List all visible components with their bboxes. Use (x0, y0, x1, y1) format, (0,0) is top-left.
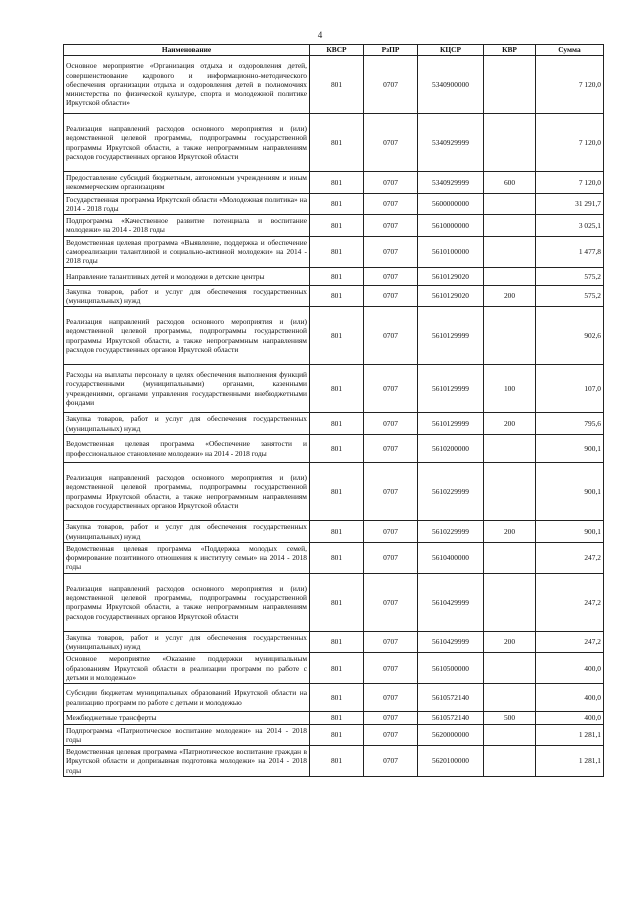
cell-kcsr: 5610229999 (418, 463, 484, 521)
table-row (64, 307, 604, 365)
cell-kvr (484, 653, 536, 684)
cell-rzpr: 0707 (364, 684, 418, 712)
cell-name: Субсидии бюджетам муниципальных образований Иркутской области на реализацию программ по работе с детьми и молодежью (64, 684, 310, 712)
table-row (64, 521, 604, 543)
table-row (64, 746, 604, 777)
cell-name: Государственная программа Иркутской области «Молодежная политика» на 2014 - 2018 годы (64, 193, 310, 215)
cell-kcsr: 5610129999 (418, 307, 484, 365)
cell-kcsr: 5610429999 (418, 573, 484, 631)
cell-sum: 3 025,1 (536, 215, 604, 237)
cell-name: Закупка товаров, работ и услуг для обеспечения государственных (муниципальных) нужд (64, 521, 310, 543)
cell-kvsr: 801 (310, 653, 364, 684)
cell-kcsr: 5620100000 (418, 746, 484, 777)
cell-name: Ведомственная целевая программа «Патриотическое воспитание граждан в Иркутской области и допризывная подготовка молодежи» на 2014 - 2018 годы (64, 746, 310, 777)
cell-kvr: 200 (484, 631, 536, 653)
cell-kcsr: 5610100000 (418, 236, 484, 267)
cell-sum: 400,0 (536, 653, 604, 684)
table-row (64, 631, 604, 653)
cell-kvr (484, 193, 536, 215)
cell-rzpr: 0707 (364, 285, 418, 307)
header-kvr: КВР (484, 45, 536, 56)
header-kcsr: КЦСР (418, 45, 484, 56)
cell-rzpr: 0707 (364, 521, 418, 543)
cell-rzpr: 0707 (364, 365, 418, 413)
cell-rzpr: 0707 (364, 193, 418, 215)
cell-kvr: 200 (484, 413, 536, 435)
cell-kvr (484, 215, 536, 237)
cell-sum: 1 281,1 (536, 746, 604, 777)
cell-kcsr: 5610129999 (418, 365, 484, 413)
cell-kvr (484, 236, 536, 267)
header-kvsr: КВСР (310, 45, 364, 56)
cell-rzpr: 0707 (364, 236, 418, 267)
cell-kvsr: 801 (310, 463, 364, 521)
cell-kcsr: 5610000000 (418, 215, 484, 237)
cell-kvsr: 801 (310, 413, 364, 435)
header-name: Наименование (64, 45, 310, 56)
cell-kvsr: 801 (310, 521, 364, 543)
cell-kvr: 100 (484, 365, 536, 413)
cell-rzpr: 0707 (364, 712, 418, 724)
cell-name: Реализация направлений расходов основного мероприятия и (или) ведомственной целевой программы, подпрограммы государственной программы Иркутской области, а также непрограммным направлениям расходов государственных органов Иркутской области (64, 463, 310, 521)
cell-name: Реализация направлений расходов основного мероприятия и (или) ведомственной целевой программы, подпрограммы государственной программы Иркутской области, а также непрограммным направлениям расходов государственных органов Иркутской области (64, 573, 310, 631)
cell-rzpr: 0707 (364, 463, 418, 521)
cell-kvsr: 801 (310, 215, 364, 237)
cell-name: Основное мероприятие «Оказание поддержки муниципальным образованиям Иркутской области в реализации программ по работе с детьми и молодежью» (64, 653, 310, 684)
cell-rzpr: 0707 (364, 542, 418, 573)
cell-kvsr: 801 (310, 285, 364, 307)
cell-kvsr: 801 (310, 172, 364, 194)
cell-sum: 7 120,0 (536, 114, 604, 172)
header-sum: Сумма (536, 45, 604, 56)
cell-name: Реализация направлений расходов основного мероприятия и (или) ведомственной целевой программы, подпрограммы государственной программы Иркутской области, а также непрограммным направлениям расходов государственных органов Иркутской области (64, 114, 310, 172)
cell-name: Межбюджетные трансферты (64, 712, 310, 724)
cell-name: Закупка товаров, работ и услуг для обеспечения государственных (муниципальных) нужд (64, 631, 310, 653)
cell-sum: 900,1 (536, 435, 604, 463)
cell-sum: 247,2 (536, 631, 604, 653)
cell-kcsr: 5610129020 (418, 285, 484, 307)
cell-kvr: 200 (484, 521, 536, 543)
table-row (64, 684, 604, 712)
cell-sum: 575,2 (536, 285, 604, 307)
cell-kcsr: 5610572140 (418, 684, 484, 712)
cell-sum: 247,2 (536, 542, 604, 573)
table-row (64, 215, 604, 237)
cell-kcsr: 5610229999 (418, 521, 484, 543)
cell-kcsr: 5340929999 (418, 172, 484, 194)
cell-kvr: 500 (484, 712, 536, 724)
cell-rzpr: 0707 (364, 573, 418, 631)
cell-kvr (484, 542, 536, 573)
table-row (64, 365, 604, 413)
cell-sum: 400,0 (536, 712, 604, 724)
cell-sum: 31 291,7 (536, 193, 604, 215)
table-row (64, 114, 604, 172)
table-row (64, 435, 604, 463)
cell-kvsr: 801 (310, 573, 364, 631)
cell-rzpr: 0707 (364, 724, 418, 746)
cell-kvr (484, 746, 536, 777)
header-rzpr: РзПР (364, 45, 418, 56)
budget-table (63, 44, 604, 777)
page-number: 4 (317, 30, 323, 40)
table-row (64, 653, 604, 684)
cell-rzpr: 0707 (364, 435, 418, 463)
table-row (64, 236, 604, 267)
cell-sum: 400,0 (536, 684, 604, 712)
cell-kvsr: 801 (310, 365, 364, 413)
cell-sum: 795,6 (536, 413, 604, 435)
cell-rzpr: 0707 (364, 653, 418, 684)
cell-kcsr: 5610200000 (418, 435, 484, 463)
table-row (64, 267, 604, 285)
cell-name: Реализация направлений расходов основного мероприятия и (или) ведомственной целевой программы, подпрограммы государственной программы Иркутской области, а также непрограммным направлениям расходов государственных органов Иркутской области (64, 307, 310, 365)
cell-kvr: 200 (484, 285, 536, 307)
cell-kvr (484, 684, 536, 712)
cell-kvr (484, 435, 536, 463)
cell-rzpr: 0707 (364, 631, 418, 653)
cell-kcsr: 5340900000 (418, 56, 484, 114)
cell-kvsr: 801 (310, 724, 364, 746)
table-row (64, 542, 604, 573)
cell-rzpr: 0707 (364, 746, 418, 777)
cell-name: Ведомственная целевая программа «Обеспечение занятости и профессиональное становление молодежи» на 2014 - 2018 годы (64, 435, 310, 463)
cell-kvsr: 801 (310, 712, 364, 724)
cell-sum: 575,2 (536, 267, 604, 285)
cell-kvr (484, 307, 536, 365)
cell-rzpr: 0707 (364, 215, 418, 237)
cell-sum: 247,2 (536, 573, 604, 631)
cell-name: Подпрограмма «Качественное развитие потенциала и воспитание молодежи» на 2014 - 2018 годы (64, 215, 310, 237)
cell-kvsr: 801 (310, 542, 364, 573)
table-row (64, 573, 604, 631)
cell-name: Закупка товаров, работ и услуг для обеспечения государственных (муниципальных) нужд (64, 413, 310, 435)
cell-kvr (484, 267, 536, 285)
cell-kvr (484, 114, 536, 172)
cell-sum: 1 477,8 (536, 236, 604, 267)
table-row (64, 172, 604, 194)
cell-kcsr: 5610500000 (418, 653, 484, 684)
cell-kvsr: 801 (310, 307, 364, 365)
cell-kvsr: 801 (310, 746, 364, 777)
table-row (64, 463, 604, 521)
cell-name: Предоставление субсидий бюджетным, автономным учреждениям и иным некоммерческим организациям (64, 172, 310, 194)
cell-kvsr: 801 (310, 236, 364, 267)
cell-rzpr: 0707 (364, 413, 418, 435)
table-body (64, 56, 604, 777)
table-row (64, 724, 604, 746)
cell-kvsr: 801 (310, 193, 364, 215)
table-row (64, 56, 604, 114)
cell-rzpr: 0707 (364, 56, 418, 114)
cell-sum: 7 120,0 (536, 56, 604, 114)
cell-sum: 902,6 (536, 307, 604, 365)
cell-name: Основное мероприятие «Организация отдыха и оздоровления детей, совершенствование кадрового и информационно-методического обеспечения организации отдыха и оздоровления детей в полномочиях министерства по физической культуре, спорта и молодежной политике Иркутской области» (64, 56, 310, 114)
cell-kcsr: 5340929999 (418, 114, 484, 172)
cell-kvsr: 801 (310, 267, 364, 285)
table-row (64, 712, 604, 724)
cell-name: Расходы на выплаты персоналу в целях обеспечения выполнения функций государственными (муниципальными) органами, казенными учреждениями, органами управления государственными внебюджетными фондами (64, 365, 310, 413)
cell-rzpr: 0707 (364, 267, 418, 285)
cell-name: Направление талантливых детей и молодежи в детские центры (64, 267, 310, 285)
table-row (64, 285, 604, 307)
cell-kvsr: 801 (310, 631, 364, 653)
cell-name: Ведомственная целевая программа «Выявление, поддержка и обеспечение самореализации талантливой и социально-активной молодежи» на 2014 - 2018 годы (64, 236, 310, 267)
cell-name: Подпрограмма «Патриотическое воспитание молодежи» на 2014 - 2018 годы (64, 724, 310, 746)
table-row (64, 193, 604, 215)
cell-sum: 7 120,0 (536, 172, 604, 194)
cell-kcsr: 5620000000 (418, 724, 484, 746)
cell-kcsr: 5610400000 (418, 542, 484, 573)
cell-kcsr: 5610129020 (418, 267, 484, 285)
table-header-row (64, 45, 604, 56)
cell-sum: 900,1 (536, 521, 604, 543)
cell-rzpr: 0707 (364, 307, 418, 365)
cell-name: Закупка товаров, работ и услуг для обеспечения государственных (муниципальных) нужд (64, 285, 310, 307)
cell-kvr (484, 463, 536, 521)
cell-kvsr: 801 (310, 114, 364, 172)
cell-rzpr: 0707 (364, 172, 418, 194)
table-row (64, 413, 604, 435)
cell-kvsr: 801 (310, 56, 364, 114)
cell-kcsr: 5600000000 (418, 193, 484, 215)
cell-kvsr: 801 (310, 684, 364, 712)
cell-kvsr: 801 (310, 435, 364, 463)
cell-kvr (484, 724, 536, 746)
cell-sum: 107,0 (536, 365, 604, 413)
cell-kcsr: 5610129999 (418, 413, 484, 435)
cell-kvr (484, 56, 536, 114)
cell-kcsr: 5610572140 (418, 712, 484, 724)
cell-name: Ведомственная целевая программа «Поддержка молодых семей, формирование позитивного отношения к институту семьи» на 2014 - 2018 годы (64, 542, 310, 573)
cell-sum: 1 281,1 (536, 724, 604, 746)
cell-sum: 900,1 (536, 463, 604, 521)
cell-rzpr: 0707 (364, 114, 418, 172)
cell-kvr (484, 573, 536, 631)
cell-kcsr: 5610429999 (418, 631, 484, 653)
cell-kvr: 600 (484, 172, 536, 194)
